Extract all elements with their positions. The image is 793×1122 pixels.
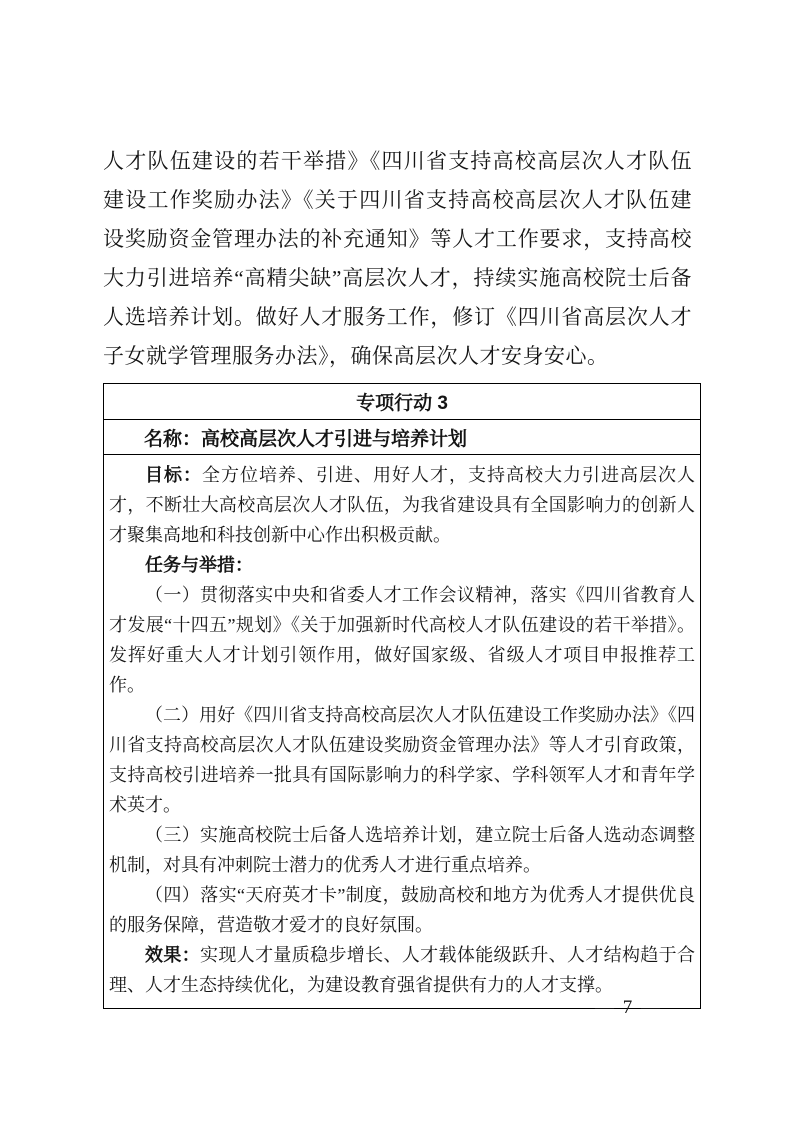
table-body-paragraph: [109, 580, 695, 700]
paragraph-label: 效果：: [145, 945, 201, 965]
intro-paragraph: 人才队伍建设的若干举措》《四川省支持高校高层次人才队伍建设工作奖励办法》《关于四川省支持高校高层次人才队伍建设奖励资金管理办法的补充通知》等人才工作要求，支持高校大力引进培养“高精尖缺”高层次人才，持续实施高校院士后备人选培养计划。做好人才服务工作，修订《四川省高层次人才子女就学管理服务办法》，确保高层次人才安身安心。: [103, 149, 692, 368]
name-value: 高校高层次人才引进与培养计划: [201, 428, 468, 450]
paragraph-text: （一）贯彻落实中央和省委人才工作会议精神，落实《四川省教育人才发展“十四五”规划》《关于加强新时代高校人才队伍建设的若干举措》。发挥好重大人才计划引领作用，做好国家级、省级人才项目申报推荐工作。: [109, 585, 695, 695]
table-body-paragraph: [109, 550, 695, 580]
special-action-table-body: [104, 384, 701, 1009]
paragraph-text: （四）落实“天府英才卡”制度，鼓励高校和地方为优秀人才提供优良的服务保障，营造敬才爱才的良好氛围。: [109, 885, 695, 935]
special-action-table: [103, 383, 701, 1009]
paragraph-text: 实现人才量质稳步增长、人才载体能级跃升、人才结构趋于合理、人才生态持续优化，为建设教育强省提供有力的人才支撑。: [109, 945, 696, 995]
table-body-row: [104, 455, 701, 1009]
page-number: — 7 —: [595, 997, 662, 1018]
table-body-cell: [104, 455, 701, 1009]
table-title-row: [104, 384, 701, 420]
table-body-paragraph: [109, 880, 695, 940]
name-label: 名称：: [144, 428, 202, 450]
table-name-row: [104, 420, 701, 455]
table-name-cell: [104, 420, 701, 455]
table-body-paragraph: [109, 940, 695, 1000]
paragraph-text: （三）实施高校院士后备人选培养计划，建立院士后备人选动态调整机制，对具有冲刺院士潜力的优秀人才进行重点培养。: [109, 825, 695, 875]
table-body-paragraph: [109, 820, 695, 880]
paragraph-label: 目标：: [145, 465, 202, 485]
paragraph-label: 任务与举措：: [145, 555, 253, 575]
paragraph-text: （二）用好《四川省支持高校高层次人才队伍建设工作奖励办法》《四川省支持高校高层次人才队伍建设奖励资金管理办法》等人才引育政策，支持高校引进培养一批具有国际影响力的科学家、学科领军人才和青年学术英才。: [109, 705, 695, 815]
table-body-paragraph: [109, 460, 695, 550]
table-title: 专项行动 3: [104, 384, 701, 420]
table-body-paragraph: [109, 700, 695, 820]
paragraph-text: 全方位培养、引进、用好人才，支持高校大力引进高层次人才，不断壮大高校高层次人才队伍，为我省建设具有全国影响力的创新人才聚集高地和科技创新中心作出积极贡献。: [109, 465, 695, 545]
